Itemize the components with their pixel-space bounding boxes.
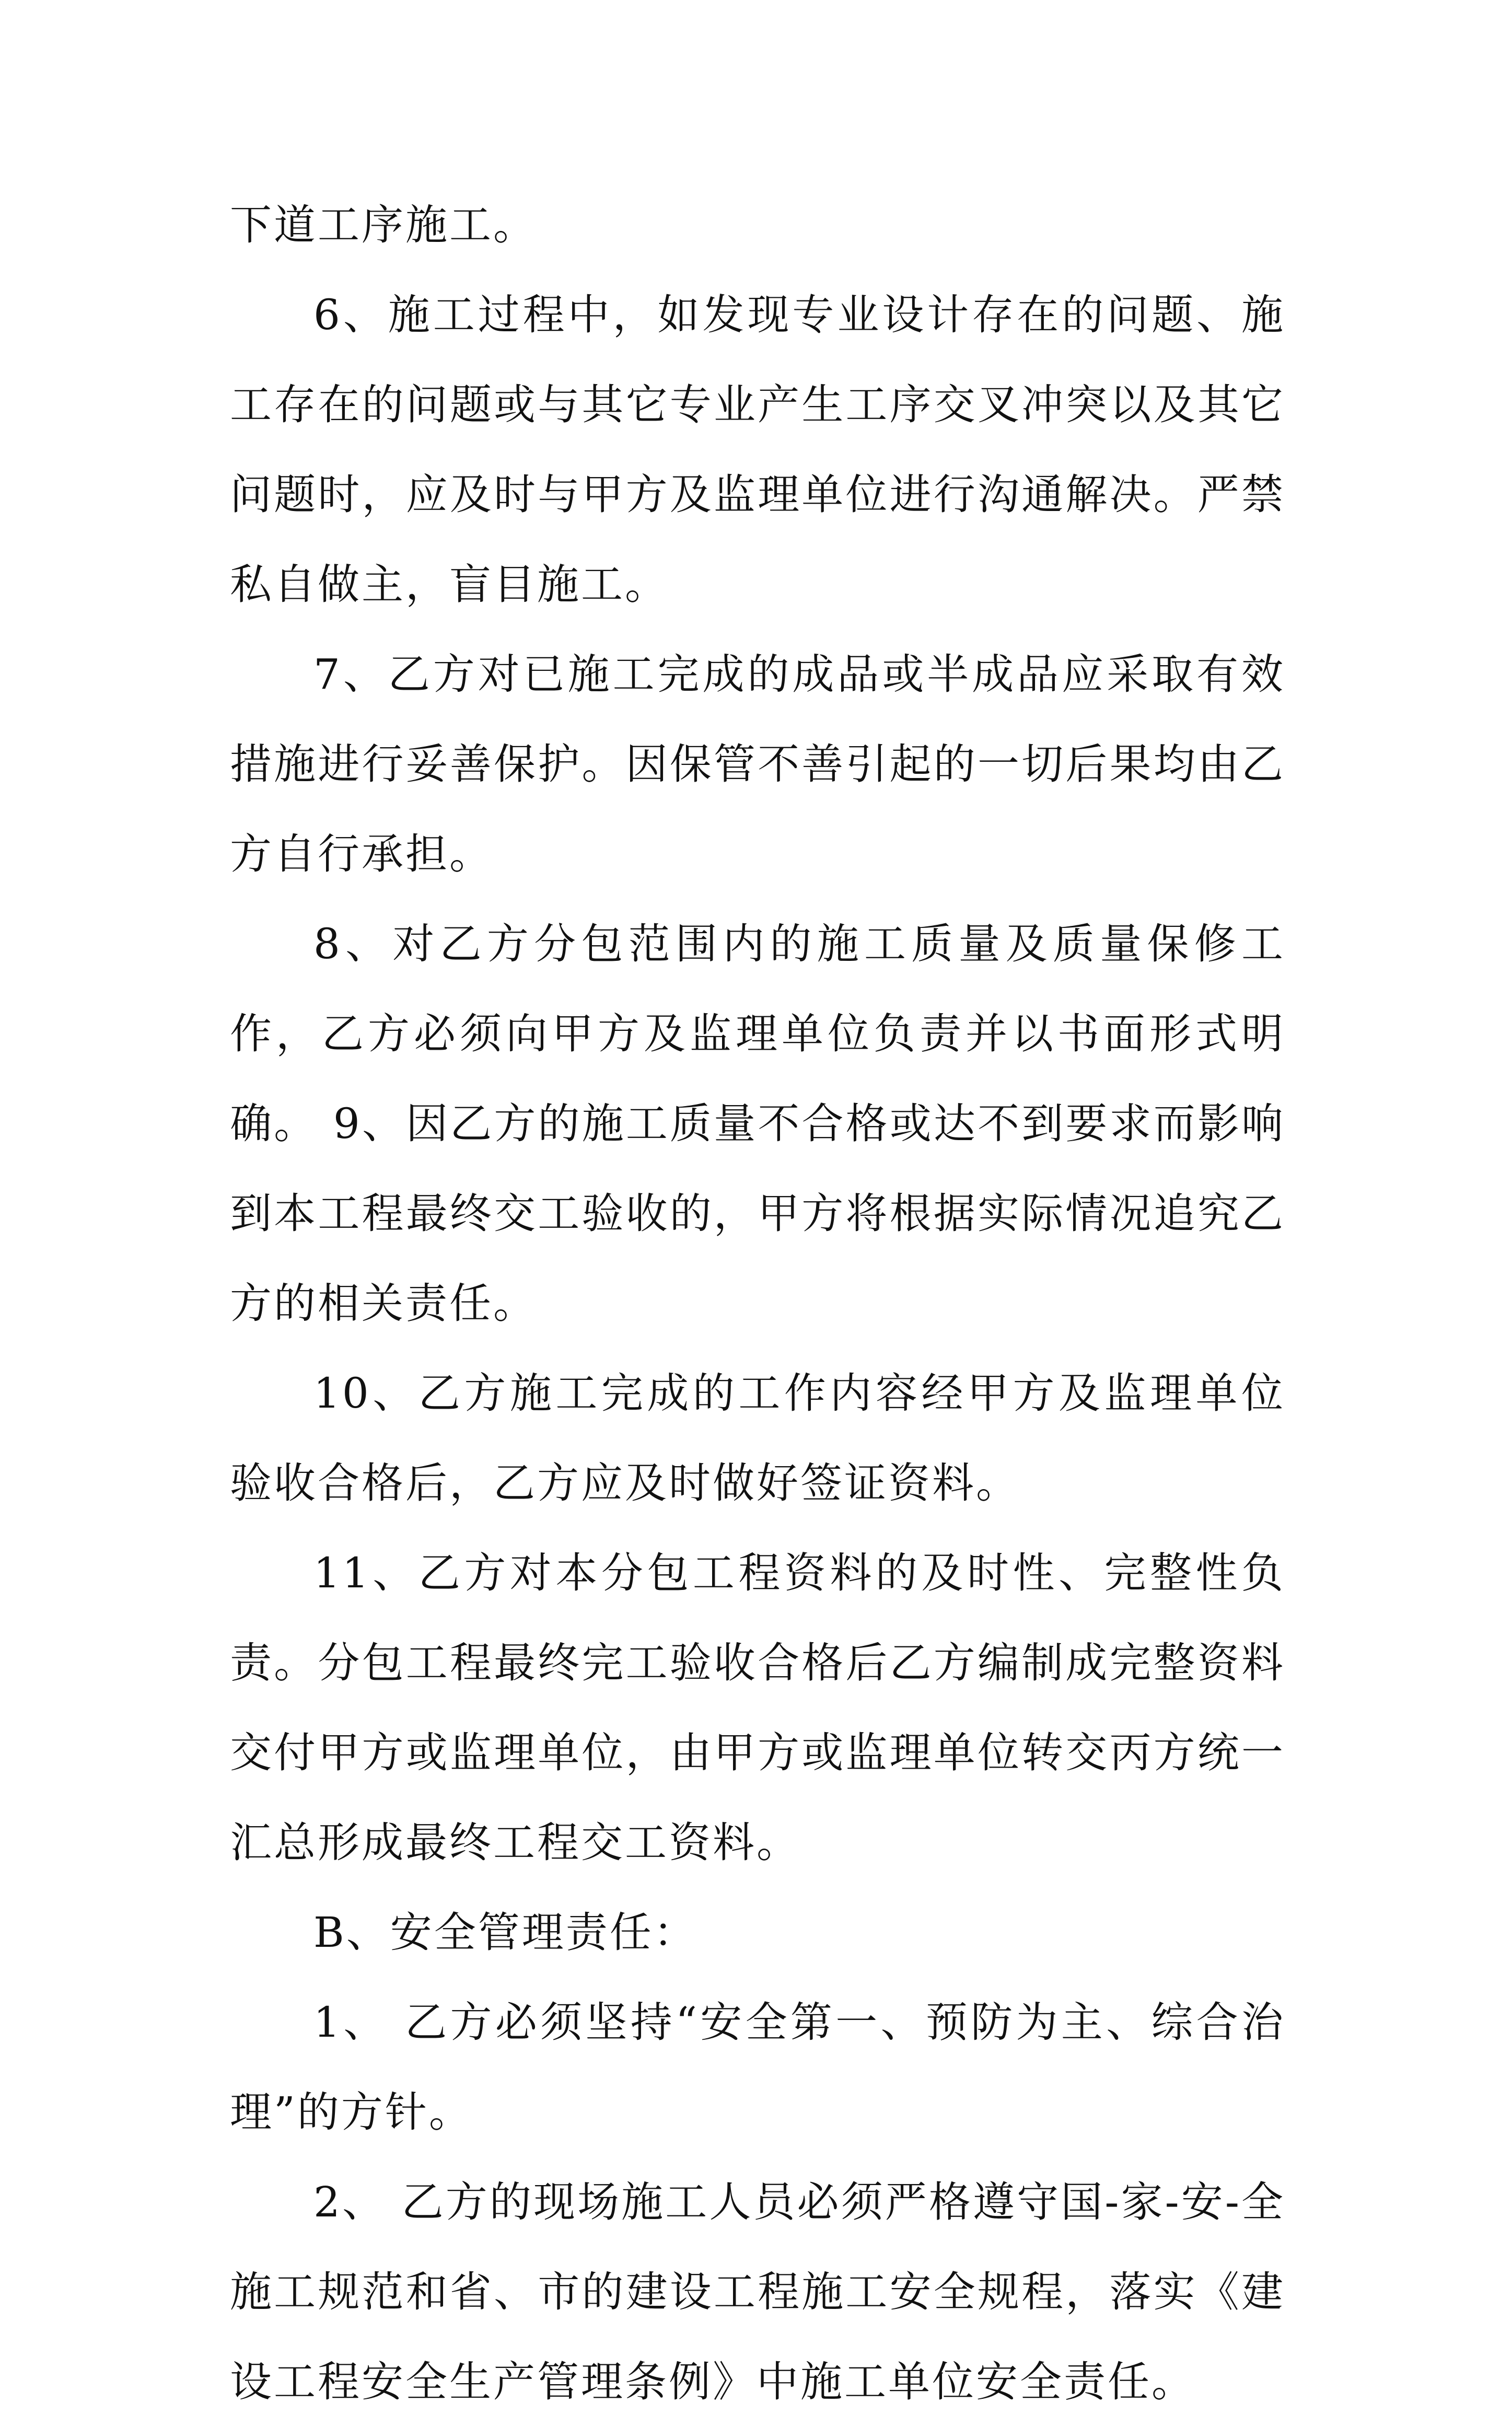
paragraph-safety-2: 2、 乙方的现场施工人员必须严格遵守国-家-安-全施工规范和省、市的建设工程施工安全规程，落实《建设工程安全生产管理条例》中施工单位安全责任。 [230,2178,1285,2406]
paragraph-item-6: 6、施工过程中，如发现专业设计存在的问题、施工存在的问题或与其它专业产生工序交叉冲突以及其它问题时，应及时与甲方及监理单位进行沟通解决。严禁私自做主，盲目施工。 [230,291,1285,609]
paragraph-item-8-9: 8、对乙方分包范围内的施工质量及质量保修工作，乙方必须向甲方及监理单位负责并以书面形式明确。 9、因乙方的施工质量不合格或达不到要求而影响到本工程最终交工验收的，甲方将根据实际情况追究乙方的相关责任。 [230,920,1285,1328]
paragraph-item-10: 10、乙方施工完成的工作内容经甲方及监理单位验收合格后，乙方应及时做好签证资料。 [230,1369,1285,1507]
paragraph-continuation: 下道工序施工。 [230,201,537,249]
section-heading-safety: B、安全管理责任： [313,1908,697,1957]
paragraph-item-11: 11、乙方对本分包工程资料的及时性、完整性负责。分包工程最终完工验收合格后乙方编制成完整资料交付甲方或监理单位，由甲方或监理单位转交丙方统一汇总形成最终工程交工资料。 [230,1549,1285,1867]
paragraph-safety-1: 1、 乙方必须坚持“安全第一、预防为主、综合治理”的方针。 [230,1998,1285,2136]
paragraph-item-7: 7、乙方对已施工完成的成品或半成品应采取有效措施进行妥善保护。因保管不善引起的一切后果均由乙方自行承担。 [230,650,1285,878]
document-body [230,180,1285,2427]
